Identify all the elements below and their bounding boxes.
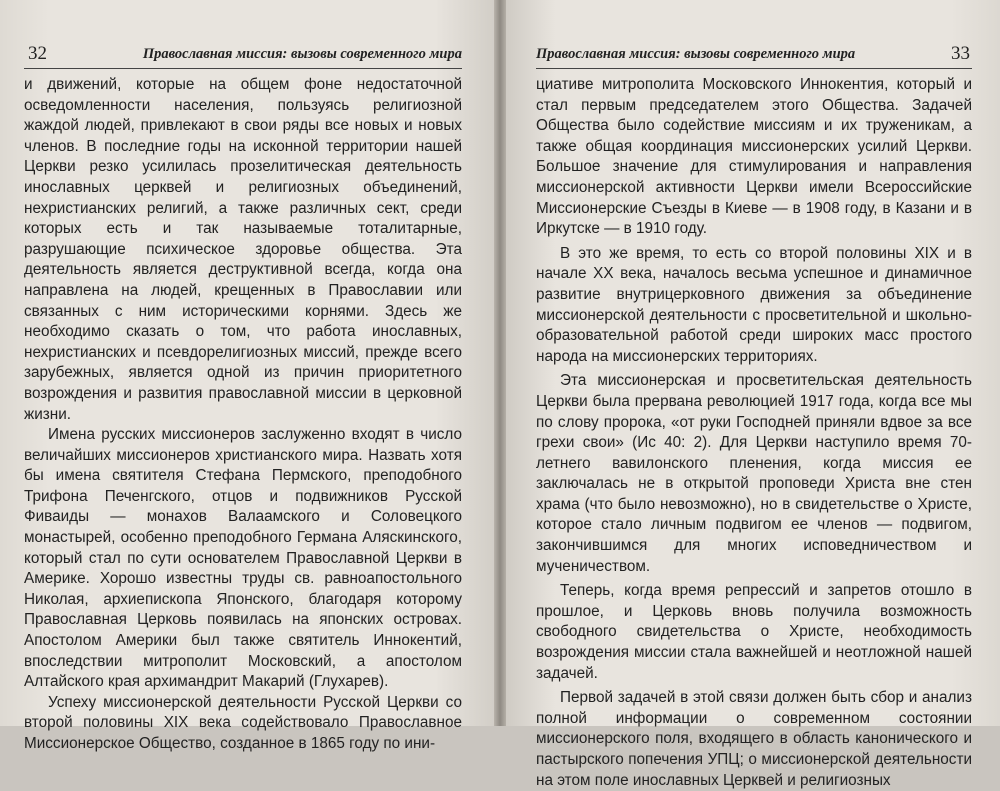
paragraph: циативе митрополита Московского Иннокентия, который и стал первым председателем этого Общества. Задачей Общества было содействие миссиям и их труженикам, а также общая координация миссионерских усилий Церкви. Большое значение для стимулирования и направления миссионерской активности Церкви имели Всероссийские Миссионерские Съезды в Киеве — в 1908 году, в Казани и в Иркутске — в 1910 году. xyxy=(536,76,972,238)
paragraph: Теперь, когда время репрессий и запретов отошло в прошлое, и Церковь вновь получила возможность свободного свидетельства о Христе, необходимость возрождения миссии стала важнейшей и неотложной нашей задачей. xyxy=(536,582,972,682)
right-page-text xyxy=(536,75,972,791)
paragraph: Успеху миссионерской деятельности Русской Церкви со второй половины XIX века содействовало Православное Миссионерское Общество, созданное в 1865 году по ини- xyxy=(24,693,462,752)
left-page-text xyxy=(24,75,462,755)
right-page-header xyxy=(536,26,972,69)
right-page-number: 33 xyxy=(951,43,970,64)
left-running-title: Православная миссия: вызовы современного мира xyxy=(142,46,462,62)
paragraph: Первой задачей в этой связи должен быть сбор и анализ полной информации о современном состоянии миссионерского поля, входящего в область канонического и пастырского попечения УПЦ; о миссионерской деятельности на этом поле инославных Церквей и религиозных xyxy=(536,689,972,789)
paragraph: Имена русских миссионеров заслуженно входят в число величайших миссионеров христианского мира. Назвать хотя бы имена святителя Стефана Пермского, преподобного Трифона Печенгского, отцов и подвижников Русской Фиваиды — монахов Валаамского и Соловецкого монастырей, особенно преподобного Германа Аляскинского, который стал по сути основателем Православной Церкви в Америке. Хорошо известны труды св. равноапостольного Николая, архиепископа Японского, благодаря которому Православная Церковь появилась на японских островах. Апостолом Америки был также святитель Иннокентий, впоследствии митрополит Московский, а апостолом Алтайского края архимандрит Макарий (Глухарев). xyxy=(24,426,462,691)
right-page xyxy=(506,0,1000,789)
left-page xyxy=(0,0,494,752)
left-page-header xyxy=(24,26,462,69)
book-gutter xyxy=(494,0,506,726)
paragraph: В это же время, то есть со второй половины XIX и в начале XX века, началось весьма успешное и динамичное развитие внутрицерковного движения за объединение миссионерской деятельности с просветительной и школьно-образовательной работой среди широких масс простого народа на миссионерских территориях. xyxy=(536,244,972,365)
right-running-title: Православная миссия: вызовы современного мира xyxy=(536,46,856,62)
paragraph: и движений, которые на общем фоне недостаточной осведомленности населения, пользуясь религиозной жаждой людей, привлекают в свои ряды все новых и новых членов. В последние годы на исконной территории нашей Церкви резко усилилась прозелитическая деятельность инославных церквей и религиозных объединений, нехристианских религий, а также различных сект, среди которых есть и так называемые тоталитарные, разрушающие психическое здоровье общества. Эта деятельность является деструктивной всегда, когда она направлена на людей, крещенных в Православии или связанных с ним историческими корнями. Здесь же необходимо сказать о том, что работа инославных, нехристианских и псевдорелигиозных миссий, прежде всего зарубежных, является одной из причин приоритетного возрождения и развития православной миссии в церковной жизни. xyxy=(24,76,462,423)
paragraph: Эта миссионерская и просветительская деятельность Церкви была прервана революцией 1917 года, когда все мы по слову пророка, «от руки Господней приняли вдвое за все грехи свои» (Ис 40: 2). Для Церкви наступило время 70-летнего вавилонского пленения, когда миссия ее заключалась не в открытой проповеди Христа вне стен храма (что было невозможно), но в свидетельстве о Христе, которое стало личным подвигом ее членов — подвигом, закончившимся для многих исповедничеством и мученичеством. xyxy=(536,372,972,575)
left-page-number: 32 xyxy=(28,43,47,64)
